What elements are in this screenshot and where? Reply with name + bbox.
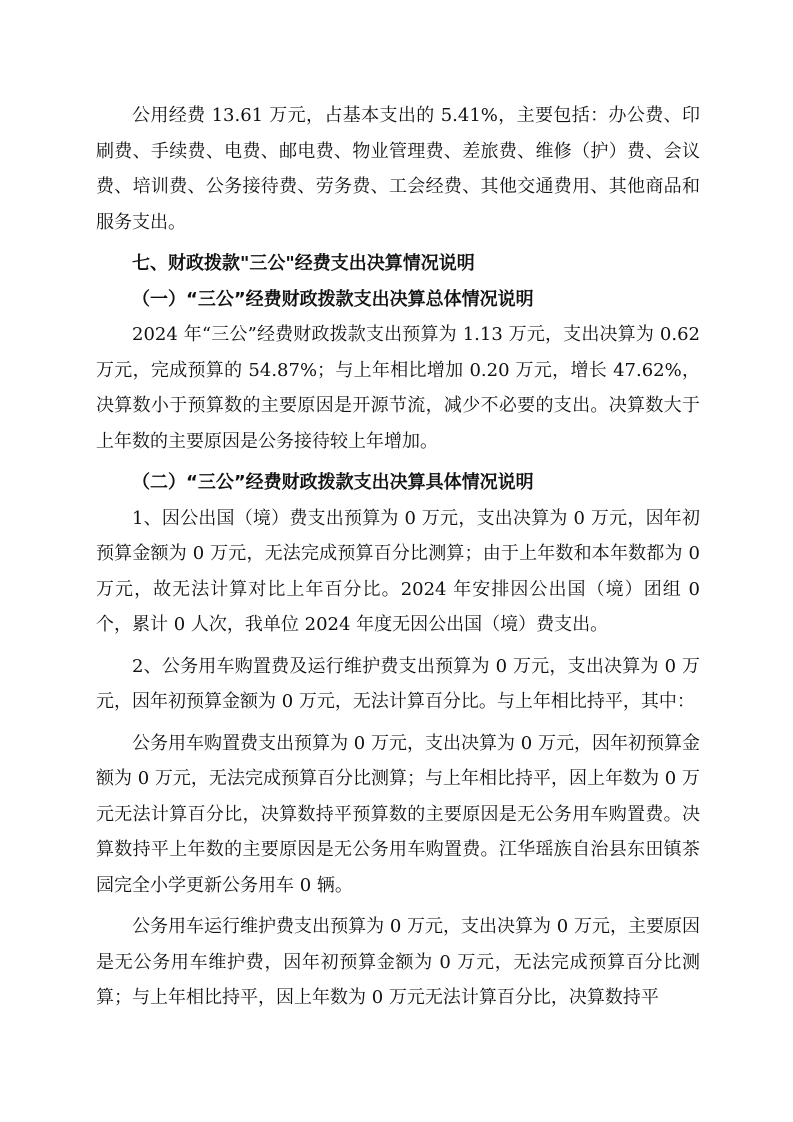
document-page: [96, 98, 700, 1016]
paragraph-vehicles: 2、公务用车购置费及运行维护费支出预算为 0 万元，支出决算为 0 万元，因年初预算金额为 0 万元，无法计算百分比。与上年相比持平，其中：: [96, 655, 700, 712]
paragraph-vehicle-purchase: 公务用车购置费支出预算为 0 万元，支出决算为 0 万元，因年初预算金额为 0 万元，无法完成预算百分比测算；与上年相比持平，因上年数为 0 万元无法计算百分比，决算数持平预算数的主要原因是无公务用车购置费。决算数持平上年数的主要原因是无公务用车购置费。江华瑶族自治县东田镇茶园完全小学更新公务用车 0 辆。: [96, 732, 700, 896]
subsection-heading-one: （一）“三公”经费财政拨款支出决算总体情况说明: [132, 288, 534, 310]
paragraph-vehicle-maintenance: 公务用车运行维护费支出预算为 0 万元，支出决算为 0 万元，主要原因是无公务用车维护费，因年初预算金额为 0 万元，无法完成预算百分比测算；与上年相比持平，因上年数为 0 万元无法计算百分比，决算数持平: [96, 916, 700, 1008]
subsection-heading-two: （二）“三公”经费财政拨款支出决算具体情况说明: [132, 472, 534, 493]
section-heading-seven: 七、财政拨款"三公"经费支出决算情况说明: [132, 253, 475, 274]
paragraph-overseas-travel: 1、因公出国（境）费支出预算为 0 万元，支出决算为 0 万元，因年初预算金额为 0 万元，无法完成预算百分比测算；由于上年数和本年数都为 0 万元，故无法计算对比上年百分比。2024 年安排因公出国（境）团组 0 个，累计 0 人次，我单位 2024 年度无因公出国（境）费支出。: [96, 507, 700, 635]
paragraph-public-expenses: 公用经费 13.61 万元，占基本支出的 5.41%，主要包括：办公费、印刷费、手续费、电费、邮电费、物业管理费、差旅费、维修（护）费、会议费、培训费、公务接待费、劳务费、工会经费、其他交通费用、其他商品和服务支出。: [96, 105, 700, 233]
paragraph-overall: 2024 年“三公”经费财政拨款支出预算为 1.13 万元，支出决算为 0.62 万元，完成预算的 54.87%；与上年相比增加 0.20 万元，增长 47.62%，决算数小于预算数的主要原因是开源节流，减少不必要的支出。决算数大于上年数的主要原因是公务接待较上年增加。: [96, 324, 700, 452]
